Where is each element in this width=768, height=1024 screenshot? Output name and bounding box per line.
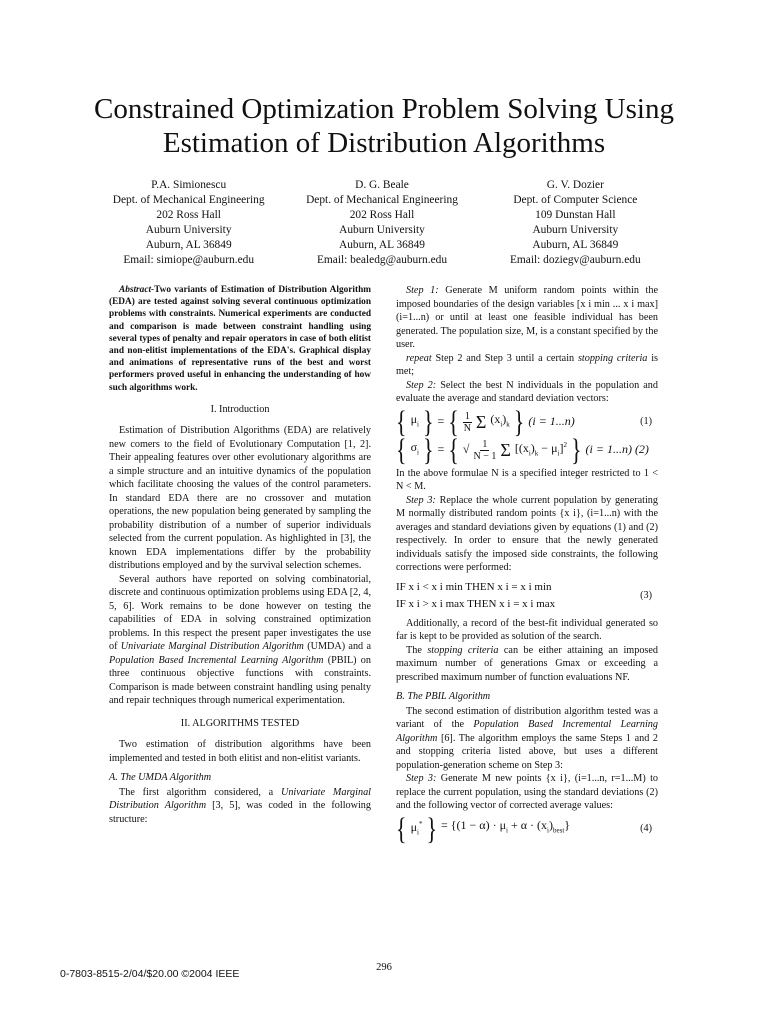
page-number: 296	[376, 962, 392, 973]
equation-4: { $\mu_i^*$ } = $\{(1 - \alpha) \cdot \mu_i + \alpha \cdot (x_i)_{best}\}$ (4)	[396, 810, 652, 846]
author-1: P.A. Simionescu Dept. of Mechanical Engineering 202 Ross Hall Auburn University Auburn, AL 36849 Email: simiope@auburn.edu	[112, 179, 265, 266]
intro-paragraph-1: Estimation of Distribution Algorithms (EDA) are relatively new comers to the field of Evolutionary Computation [1, 2]. Their appealing features over other evolutionary algorithms are a simple structure and an intuitive dynamics of the population which facilitate choosing the values of the control parameters. In standard EDA there are no crossover and mutation operations, the new population being generated by sampling the probability distribution of a number of superior individuals selected from the current population. As highlighted in [3], the known EDA implementations differ by the probability distributions employed and by the survival selection schemes.	[109, 425, 371, 572]
record-paragraph: Additionally, a record of the best-fit individual generated so far is kept to be provided as solution of the search.	[396, 617, 658, 642]
equation-1: { $\mu_i$ } = { $\frac{1}{N}$ Σ $(x_i)_k$ } (i = 1...n) (1)	[396, 404, 652, 440]
after-equation-text: In the above formulae N is a specified integer restricted to 1 < N < M.	[396, 467, 658, 492]
copyright-footer: 0-7803-8515-2/04/$20.00 ©2004 IEEE	[60, 968, 240, 980]
subsection-heading-pbil: B. The PBIL Algorithm	[396, 691, 491, 702]
abstract: Abstract-Two variants of Estimation of Distribution Algorithm (EDA) are tested against solving several continuous optimization problems with constraints. Numerical experiments are conducted and comparison is made between constraint handling using several types of penalty and repair operators in case of both elitist and non-elitist implementations of the EDA's. Graphical display and animations of representative runs of the best and worst performers proved useful in enhancing the understanding of how such algorithms work.	[109, 285, 371, 393]
pbil-paragraph: The second estimation of distribution algorithm tested was a variant of the Population Based Incremental Learning Algorithm [6]. The algorithm employs the same Steps 1 and 2 and stopping criteria listed above, but uses a different population-generation scheme on Step 3:	[396, 705, 658, 771]
pbil-step3-paragraph: Step 3: Generate M new points {x i}, (i=1...n, r=1...M) to replace the current population, using the standard deviations (2) and the following vector of corrected average values:	[396, 773, 658, 811]
right-column	[396, 284, 658, 844]
step3-paragraph: Step 3: Replace the whole current population by generating M normally distributed random points {x i}, (i=1...n) with the averages and standard deviations given by equations (1) and (2) respectively. In order to ensure that the newly generated individuals satisfy the imposed side constraints, the following corrections were performed:	[396, 494, 658, 573]
section-heading-algorithms: II. ALGORITHMS TESTED	[180, 717, 300, 729]
left-column	[109, 284, 371, 826]
equation-1-body: { $\mu_i$ } = { $\frac{1}{N}$ Σ $(x_i)_k$ } (i = 1...n)	[396, 404, 575, 440]
step1-paragraph: Step 1: Generate M uniform random points within the imposed boundaries of the design variables [x i min ... x i max] (i=1...n) or until at least one feasible individual has been generated. The population size, M, is a constant specified by the user.	[396, 285, 658, 350]
intro-paragraph-2: Several authors have reported on solving combinatorial, discrete and continuous optimization problems using EDA [2, 4, 5, 6]. Work remains to be done however on testing the capabilities of EDA in solving constrained optimization problems. In this respect the present paper investigates the use of Univariate Marginal Distribution Algorithm (UMDA) and a Population Based Incremental Learning Algorithm (PBIL) on three continuous objective functions with constraints. Comparison is made between constraint handling using penalty and repair techniques through numerical experimentation.	[109, 573, 372, 707]
stopping-criteria-paragraph: The stopping criteria can be either attaining an imposed maximum number of generations Gmax or exceeding a prescribed maximum number of function evaluations NF.	[396, 644, 658, 683]
author-3: G. V. Dozier Dept. of Computer Science 109 Dunstan Hall Auburn University Auburn, AL 36849 Email: doziegv@auburn.edu	[509, 179, 641, 266]
section-heading-introduction: I. Introduction	[210, 403, 270, 415]
step2-paragraph: Step 2: Select the best N individuals in the population and evaluate the average and standard deviation vectors:	[396, 379, 658, 404]
equation-2	[396, 432, 658, 468]
equation-4-body: { $\mu_i^*$ } = $\{(1 - \alpha) \cdot \mu_i + \alpha \cdot (x_i)_{best}\}$	[396, 810, 571, 846]
paper-title: Constrained Optimization Problem Solving Using Estimation of Distribution Algorithms	[94, 93, 674, 159]
equation-2-body: { $\sigma_i$ } = { √ $\frac{1}{N - 1}$ Σ $[(x_i)_k - \mu_i]^2$ } (i = 1...n) (2)	[396, 432, 649, 468]
repeat-paragraph: repeat Step 2 and Step 3 until a certain stopping criteria is met;	[396, 352, 659, 377]
umda-paragraph: The first algorithm considered, a Univariate Marginal Distribution Algorithm [3, 5], was coded in the following structure:	[109, 786, 371, 825]
algorithms-paragraph: Two estimation of distribution algorithms have been implemented and tested in both elitist and non-elitist variants.	[109, 739, 371, 764]
author-block	[92, 178, 672, 268]
subsection-heading-umda: A. The UMDA Algorithm	[109, 772, 212, 784]
equation-3: IF x i < x i min THEN x i = x i min IF x i > x i max THEN x i = x i max (3)	[396, 580, 652, 610]
author-2: D. G. Beale Dept. of Mechanical Engineering 202 Ross Hall Auburn University Auburn, AL 36849 Email: bealedg@auburn.edu	[306, 179, 458, 266]
